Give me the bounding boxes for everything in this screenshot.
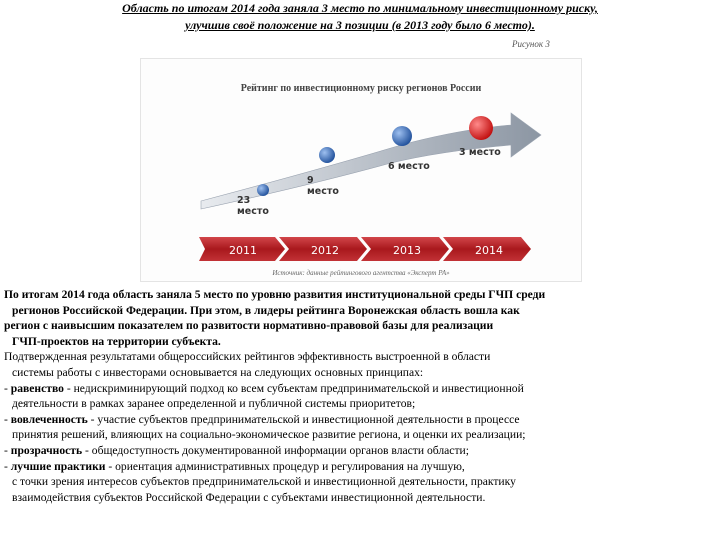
bullet-involvement xyxy=(4,412,718,428)
bullet-involvement-line-2: принятия решений, влияющих на социально-экономическое развитие региона, и оценки их реализации; xyxy=(12,428,526,442)
rank-2012-value: 9 xyxy=(307,175,314,186)
figure-title: Рейтинг по инвестиционному риску регионов России xyxy=(240,83,482,94)
bullet-best-practices xyxy=(4,459,718,475)
rank-2014-value: 3 место xyxy=(459,147,501,158)
p1-line-4: ГЧП-проектов на территории субъекта. xyxy=(12,334,221,348)
rank-ball-2014 xyxy=(469,116,493,140)
rank-ball-2013 xyxy=(392,126,412,146)
bullet-term: прозрачность xyxy=(10,443,83,457)
year-2012: 2012 xyxy=(311,244,339,257)
bullet-term: вовлеченность xyxy=(10,412,88,426)
bullet-dash: - xyxy=(4,412,11,426)
bullet-best-practices-line-3: взаимодействия субъектов Российской Федерации с субъектами инвестиционной деятельности. xyxy=(12,490,486,504)
header-line-1: Область по итогам 2014 года заняла 3 место по минимальному инвестиционному риску, xyxy=(122,1,598,15)
bullet-text: - участие субъектов предпринимательской и инвестиционной деятельности в процессе xyxy=(87,412,520,426)
figure-source: Источник: данные рейтингового агентства «Эксперт РА» xyxy=(272,269,450,277)
bullet-best-practices-line-2: с точки зрения интересов субъектов предпринимательской и инвестиционной деятельности, практику xyxy=(12,475,516,489)
rank-2013-value: 6 место xyxy=(388,161,430,172)
bullet-transparency xyxy=(4,443,718,459)
bullet-dash: - xyxy=(4,443,11,457)
rank-2011-value: 23 xyxy=(237,195,251,206)
bullet-equality-line-2: деятельности в рамках заранее определенной и публичной системы приоритетов; xyxy=(12,397,416,411)
bullet-dash: - xyxy=(4,459,11,473)
p2-line-1: Подтвержденная результатами общероссийских рейтингов эффективность выстроенной в области xyxy=(4,350,491,364)
rating-figure xyxy=(140,58,582,282)
rank-label-2011 xyxy=(237,195,269,217)
bullet-dash: - xyxy=(4,381,11,395)
rank-2011-unit: место xyxy=(237,206,269,217)
p1-line-1: По итогам 2014 года область заняла 5 место по уровню развития институциональной среды ГЧП среди xyxy=(4,288,546,301)
year-2011: 2011 xyxy=(229,244,257,257)
bullet-text: - общедоступность документированной информации органов власти области; xyxy=(82,443,469,457)
bullet-term: равенство xyxy=(10,381,64,395)
rank-label-2012 xyxy=(307,175,339,197)
page-header xyxy=(0,0,720,34)
bullet-term: лучшие практики xyxy=(10,459,106,473)
bullet-text: - недискриминирующий подход ко всем субъектам предпринимательской и инвестиционной xyxy=(63,381,524,395)
rank-label-2013 xyxy=(388,161,430,172)
figure-label: Рисунок 3 xyxy=(512,39,550,49)
p2-line-2: системы работы с инвесторами основывается на следующих основных принципах: xyxy=(12,365,424,379)
body-text xyxy=(4,287,718,505)
rank-label-2014 xyxy=(459,147,501,158)
rank-2012-unit: место xyxy=(307,186,339,197)
rank-ball-2012 xyxy=(319,147,335,163)
p1-line-2: регионов Российской Федерации. При этом, в лидеры рейтинга Воронежская область вошла как xyxy=(12,303,520,317)
year-2013: 2013 xyxy=(393,244,421,257)
header-line-2: улучшив своё положение на 3 позиции (в 2013 году было 6 место). xyxy=(185,18,535,32)
bullet-text: - ориентация административных процедур и регулирования на лучшую, xyxy=(105,459,465,473)
year-2014: 2014 xyxy=(475,244,503,257)
bullet-equality xyxy=(4,381,718,397)
p1-line-3: регион с наивысшим показателем по развитости нормативно-правовой базы для реализации xyxy=(4,319,494,333)
